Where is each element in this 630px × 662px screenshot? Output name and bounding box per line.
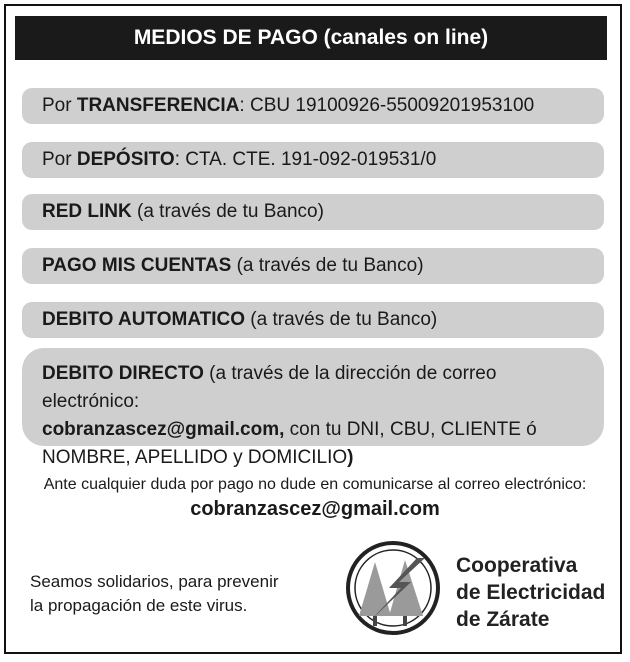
method-detail: (a través de tu Banco) — [131, 201, 324, 222]
organization-line-1: Cooperativa — [456, 554, 578, 577]
method-detail: (a través de tu Banco) — [245, 309, 438, 330]
contact-note: Ante cualquier duda por pago no dude en comunicarse al correo electrónico: — [43, 476, 587, 493]
payment-method-red-link — [22, 194, 604, 230]
page-title: MEDIOS DE PAGO (canales on line) — [15, 16, 607, 60]
method-name: DEPÓSITO — [76, 149, 175, 170]
organization-name — [456, 552, 605, 633]
solidarity-line-2: la propagación de este virus. — [30, 596, 248, 615]
contact-email: cobranzascez@gmail.com — [190, 498, 440, 520]
closing-paren: ) — [347, 447, 354, 468]
method-name: RED LINK — [42, 201, 132, 222]
solidarity-line-1: Seamos solidarios, para prevenir — [30, 572, 279, 591]
direct-debit-line-3 — [42, 444, 592, 472]
method-detail: : CTA. CTE. 191-092-019531/0 — [174, 149, 437, 170]
direct-debit-email: cobranzascez@gmail.com, — [42, 419, 285, 440]
method-detail: con tu DNI, CBU, CLIENTE ó — [284, 419, 537, 440]
method-detail: (a través de la dirección de correo electrónico: — [42, 363, 497, 412]
payment-method-pago-mis-cuentas — [22, 248, 604, 284]
method-name: PAGO MIS CUENTAS — [42, 255, 232, 276]
direct-debit-line-2 — [42, 416, 592, 444]
payment-method-debito-directo — [22, 348, 604, 468]
payment-method-debito-automatico — [22, 302, 604, 338]
payment-method-transfer — [22, 88, 604, 124]
organization-line-2: de Electricidad — [456, 581, 606, 604]
method-prefix: Por — [42, 95, 77, 116]
method-name: TRANSFERENCIA — [76, 95, 240, 116]
direct-debit-line-1 — [42, 360, 592, 416]
method-name: DEBITO AUTOMATICO — [42, 309, 246, 330]
method-detail: NOMBRE, APELLIDO y DOMICILIO — [42, 447, 348, 468]
method-detail: : CBU 19100926-55009201953100 — [239, 95, 535, 116]
cooperative-logo-icon — [345, 540, 441, 636]
method-name: DEBITO DIRECTO — [42, 363, 204, 384]
payment-method-deposit — [22, 142, 604, 178]
method-detail: (a través de tu Banco) — [231, 255, 424, 276]
organization-line-3: de Zárate — [456, 608, 550, 631]
method-prefix: Por — [42, 149, 77, 170]
solidarity-message — [30, 570, 279, 618]
